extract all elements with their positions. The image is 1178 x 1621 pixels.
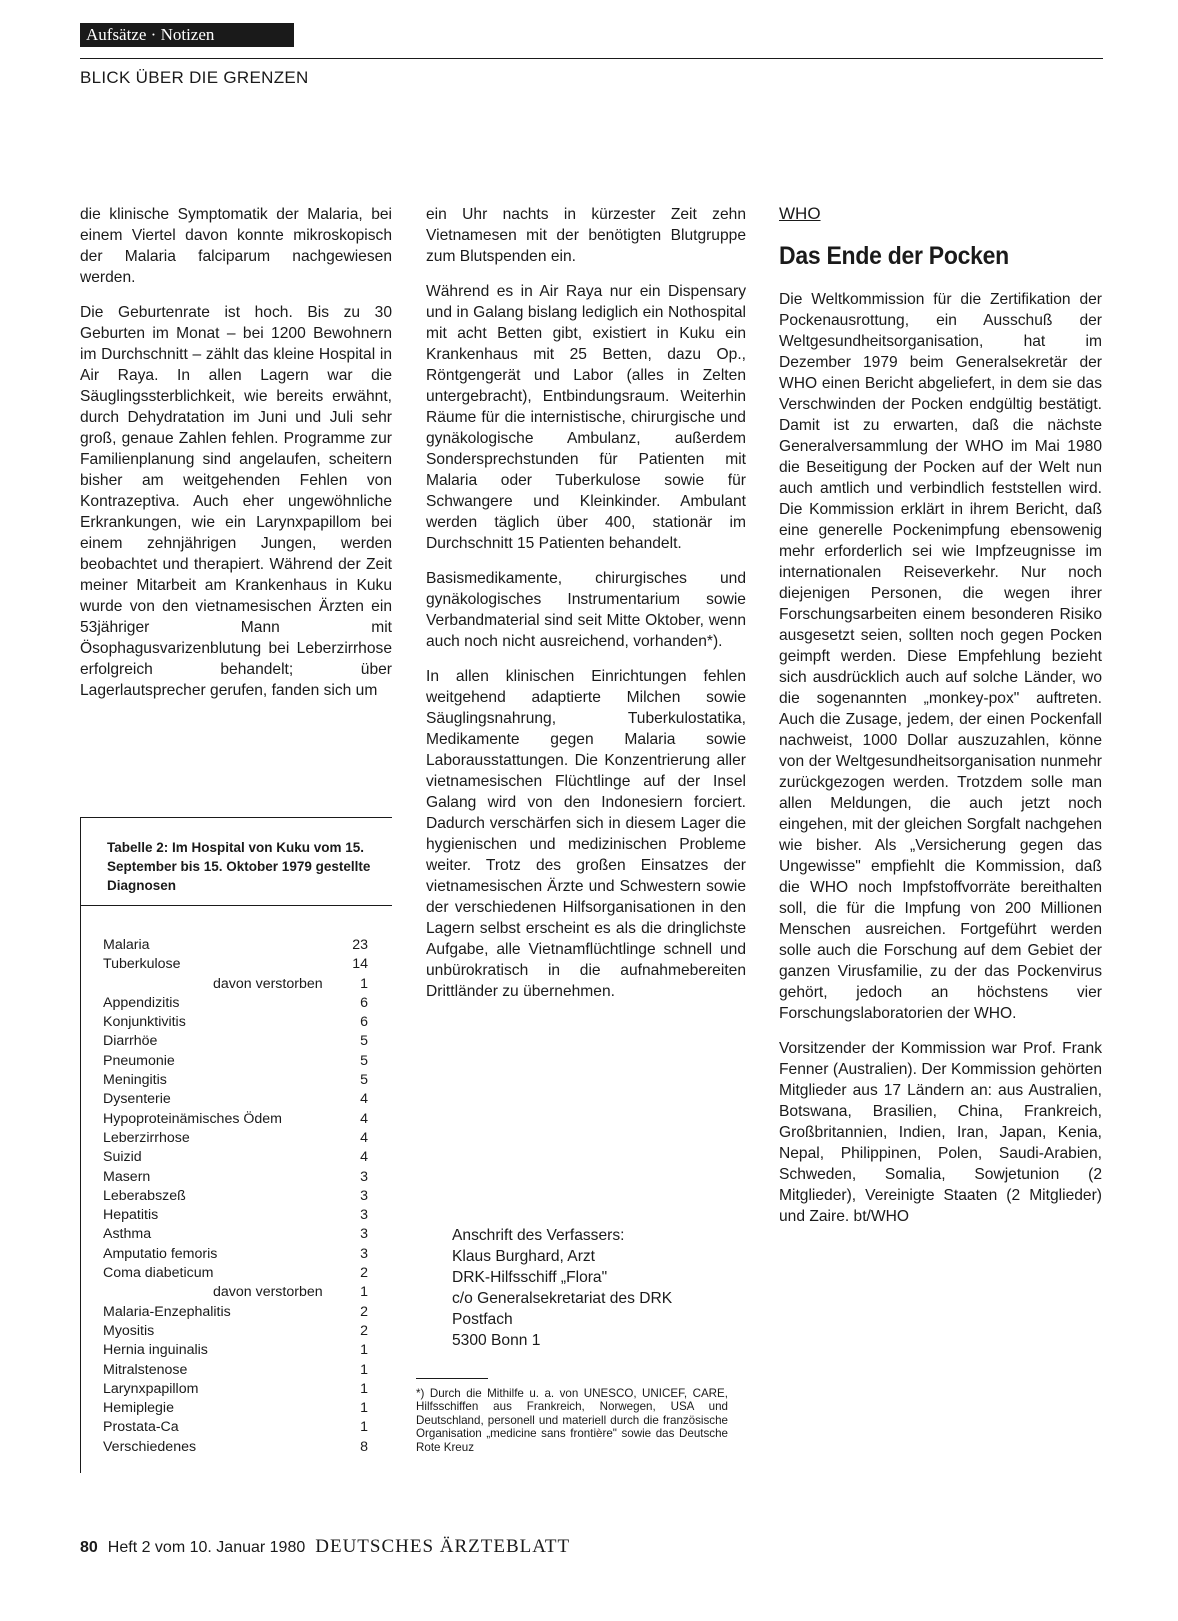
diagnosis-count: 4	[360, 1091, 368, 1108]
table-row	[103, 1245, 368, 1264]
diagnosis-name: Meningitis	[103, 1072, 167, 1089]
diagnosis-count: 1	[360, 1342, 368, 1359]
diagnosis-count: 3	[360, 1187, 368, 1204]
diagnosis-name: Malaria	[103, 937, 150, 953]
diagnosis-name: Pneumonie	[103, 1052, 175, 1069]
header-rule	[80, 58, 1103, 59]
table-row	[103, 1168, 368, 1187]
address-line: 5300 Bonn 1	[452, 1332, 541, 1349]
diagnosis-name: Asthma	[103, 1226, 152, 1243]
diagnosis-name: Malaria-Enzephalitis	[103, 1303, 231, 1320]
table-row	[103, 1264, 368, 1283]
diagnosis-count: 8	[360, 1438, 368, 1455]
diagnosis-name: Amputatio femoris	[103, 1245, 218, 1262]
paragraph: Die Weltkommission für die Zertifikation der Pockenausrottung, ein Ausschuß der Weltgesundheitsorganisation, hat im Dezember 1979 beim Generalsekretär der WHO einen Bericht abgeliefert, in dem sie das Verschwinden der Pocken endgültig bestätigt. Damit ist zu erwarten, daß die nächste Generalversammlung der WHO im Mai 1980 die Beseitigung der Pocken auf der Welt nun auch amtlich und verbindlich feststellen wird. Die Kommission erklärt in ihrem Bericht, daß eine generelle Pockenimpfung ebensowenig mehr erforderlich sei wie Impfzeugnisse im internationalen Reiseverkehr. Nur noch diejenigen Personen, die wegen ihrer Forschungsarbeiten einem besonderen Risiko ausgesetzt seien, sollten noch gegen Pocken geimpft werden. Diese Empfehlung bezieht sich ausdrücklich auch auf solche Länder, wo die sogenannten „monkey-pox" auftreten. Auch die Zusage, jedem, der einen Pockenfall nachweist, 1000 Dollar auszuzahlen, könne von der Weltgesundheitsorganisation nunmehr zurückgezogen werden. Trotzdem solle man allen Meldungen, die auch jetzt noch eingehen, mit der gleichen Sorgfalt nachgehen wie bisher. Als „Versicherung gegen das Ungewisse" empfiehlt die Kommission, daß die WHO noch Impfstoffvorräte bereithalten soll, die für die Impfung von 200 Millionen Menschen ausreichen. Fortgeführt werden solle auch die Forschung auf dem Gebiet der ganzen Virusfamilie, zu der das Pockenvirus gehört, jedoch an höchstens vier Forschungslaboratorien der WHO.	[779, 291, 1102, 1022]
address-line: Klaus Burghard, Arzt	[452, 1248, 596, 1265]
diagnosis-count: 2	[360, 1303, 368, 1320]
diagnosis-count: 2	[360, 1322, 368, 1339]
paragraph: Basismedikamente, chirurgisches und gynäkologisches Instrumentarium sowie Verbandmaterial sind seit Mitte Oktober, wenn auch noch nicht ausreichend, vorhanden*).	[426, 570, 746, 650]
diagnosis-count: 23	[352, 937, 368, 953]
table-row	[103, 1225, 368, 1244]
rubric-heading: BLICK ÜBER DIE GRENZEN	[80, 68, 309, 87]
table-row	[103, 1322, 368, 1341]
table-subrow	[103, 975, 368, 994]
diagnosis-count: 4	[360, 1110, 368, 1127]
diagnosis-count: 1	[360, 975, 368, 992]
table-row	[103, 1206, 368, 1225]
paragraph: die klinische Symptomatik der Malaria, bei einem Viertel davon konnte mikroskopisch der Malaria falciparum nachgewiesen werden.	[80, 206, 392, 286]
table-caption: Tabelle 2: Im Hospital von Kuku vom 15. September bis 15. Oktober 1979 gestellte Diagnosen	[81, 818, 392, 906]
diagnosis-name: Verschiedenes	[103, 1438, 197, 1455]
diagnosis-count: 1	[360, 1284, 368, 1301]
diagnoses-table	[80, 817, 392, 1473]
paragraph: Vorsitzender der Kommission war Prof. Frank Fenner (Australien). Der Kommission gehörten Mitglieder aus 17 Ländern an: aus Australien, Botswana, Brasilien, China, Frankreich, Großbritannien, Indien, Iran, Japan, Kenia, Nepal, Philippinen, Polen, Saudi-Arabien, Schweden, Somalia, Sowjetunion (2 Mitglieder), Vereinigte Staaten (2 Mitglieder) und Zaire. bt/WHO	[779, 1040, 1102, 1225]
address-line: Postfach	[452, 1311, 513, 1328]
paragraph: ein Uhr nachts in kürzester Zeit zehn Vietnamesen mit der benötigten Blutgruppe zum Blutspenden ein.	[426, 206, 746, 265]
diagnosis-count: 14	[352, 956, 368, 973]
diagnosis-name: davon verstorben	[213, 975, 323, 992]
table-row	[103, 1129, 368, 1148]
address-line: DRK-Hilfsschiff „Flora"	[452, 1269, 608, 1286]
footnote-rule	[416, 1378, 488, 1379]
table-row	[103, 994, 368, 1013]
diagnosis-name: Larynxpapillom	[103, 1380, 199, 1397]
diagnosis-name: Suizid	[103, 1149, 142, 1166]
diagnosis-count: 3	[360, 1168, 368, 1185]
diagnosis-name: Hemiplegie	[103, 1400, 174, 1417]
table-row	[103, 1052, 368, 1071]
diagnosis-count: 1	[360, 1400, 368, 1417]
table-row	[103, 1032, 368, 1051]
page-footer	[80, 1536, 570, 1558]
table-row	[103, 1148, 368, 1167]
diagnosis-count: 3	[360, 1245, 368, 1262]
topic-label: WHO	[779, 204, 821, 223]
table-row	[103, 1418, 368, 1437]
diagnosis-name: Appendizitis	[103, 994, 180, 1011]
table-row	[103, 1438, 368, 1457]
table-row	[103, 1090, 368, 1109]
diagnosis-name: Hernia inguinalis	[103, 1342, 208, 1359]
diagnosis-count: 6	[360, 994, 368, 1011]
article-headline: Das Ende der Pocken	[779, 242, 1009, 270]
diagnosis-name: Myositis	[103, 1322, 155, 1339]
diagnosis-name: Konjunktivitis	[103, 1014, 186, 1031]
table-row	[103, 1071, 368, 1090]
diagnosis-name: davon verstorben	[213, 1284, 323, 1301]
diagnosis-name: Leberabszeß	[103, 1187, 186, 1204]
right-column	[779, 203, 1102, 1227]
diagnosis-count: 2	[360, 1265, 368, 1282]
table-row	[103, 1341, 368, 1360]
diagnosis-count: 4	[360, 1129, 368, 1146]
table-row	[103, 1187, 368, 1206]
table-row	[103, 1013, 368, 1032]
diagnosis-name: Hepatitis	[103, 1207, 159, 1224]
diagnosis-name: Leberzirrhose	[103, 1129, 190, 1146]
paragraph: In allen klinischen Einrichtungen fehlen weitgehend adaptierte Milchen sowie Säuglingsnahrung, Tuberkulostatika, Medikamente gegen Malaria sowie Laborausstattungen. Die Konzentrierung aller vietnamesischen Flüchtlinge auf der Insel Galang wird von den Indonesiern forciert. Dadurch verschärfen sich in diesem Lager die hygienischen und medizinischen Probleme weiter. Trotz des großen Einsatzes der vietnamesischen Ärzte und Schwestern sowie der verschiedenen Hilfsorganisationen in den Lagern selbst erscheint es als die dringlichste Aufgabe, alle Vietnamflüchtlinge schnell und unbürokratisch in die aufnahmebereiten Drittländer zu übernehmen.	[426, 668, 746, 1000]
diagnosis-count: 4	[360, 1149, 368, 1166]
diagnosis-name: Hypoproteinämisches Ödem	[103, 1110, 282, 1127]
diagnosis-count: 3	[360, 1207, 368, 1224]
diagnosis-count: 1	[360, 1419, 368, 1436]
diagnosis-count: 1	[360, 1380, 368, 1397]
diagnosis-count: 3	[360, 1226, 368, 1243]
table-row	[103, 1399, 368, 1418]
diagnosis-name: Diarrhöe	[103, 1033, 158, 1050]
table-row	[103, 1110, 368, 1129]
journal-title: DEUTSCHES ÄRZTEBLATT	[315, 1536, 571, 1557]
diagnosis-name: Tuberkulose	[103, 956, 181, 973]
page-number: 80	[80, 1539, 98, 1556]
footnote: *) Durch die Mithilfe u. a. von UNESCO, UNICEF, CARE, Hilfsschiffen aus Frankreich, Norwegen, USA und Deutschland, personell und materiell durch die französische Organisation „medicine sans frontière" sowie das Deutsche Rote Kreuz	[416, 1387, 728, 1454]
diagnosis-name: Prostata-Ca	[103, 1419, 179, 1436]
table-row	[103, 1380, 368, 1399]
diagnosis-name: Mitralstenose	[103, 1361, 188, 1378]
diagnosis-count: 1	[360, 1361, 368, 1378]
diagnosis-name: Coma diabeticum	[103, 1265, 214, 1282]
diagnosis-count: 5	[360, 1052, 368, 1069]
table-row	[103, 955, 368, 974]
diagnosis-name: Masern	[103, 1168, 151, 1185]
left-column	[80, 204, 392, 701]
diagnosis-name: Dysenterie	[103, 1091, 171, 1108]
table-row	[103, 1303, 368, 1322]
author-address	[452, 1225, 672, 1351]
table-subrow	[103, 1283, 368, 1302]
issue-info: Heft 2 vom 10. Januar 1980	[107, 1539, 306, 1556]
diagnosis-count: 5	[360, 1033, 368, 1050]
diagnosis-count: 6	[360, 1014, 368, 1031]
diagnosis-count: 5	[360, 1072, 368, 1089]
paragraph: Während es in Air Raya nur ein Dispensary und in Galang bislang lediglich ein Nothospital mit acht Betten gibt, existiert in Kuku ein Krankenhaus mit 25 Betten, dazu Op., Röntgengerät und Labor (alles in Zelten untergebracht), Entbindungsraum. Weiterhin Räume für die internistische, chirurgische und gynäkologische Ambulanz, außerdem Sondersprechstunden für Patienten mit Malaria oder Tuberkulose sowie für Schwangere und Kleinkinder. Ambulant werden täglich über 400, stationär im Durchschnitt 15 Patienten behandelt.	[426, 283, 746, 552]
table-row	[103, 936, 368, 955]
address-line: c/o Generalsekretariat des DRK	[452, 1290, 673, 1307]
diagnoses-list	[81, 936, 392, 1457]
table-row	[103, 1361, 368, 1380]
section-badge: Aufsätze · Notizen	[80, 23, 294, 47]
address-line: Anschrift des Verfassers:	[452, 1227, 625, 1244]
paragraph: Die Geburtenrate ist hoch. Bis zu 30 Geburten im Monat – bei 1200 Bewohnern im Durchschnitt – zählt das kleine Hospital in Air Raya. In allen Lagern war die Säuglingssterblichkeit, wie bereits erwähnt, durch Dehydratation im Juni und Juli sehr groß, genaue Zahlen fehlen. Programme zur Familienplanung sind angelaufen, scheitern bisher am weitgehenden Fehlen von Kontrazeptiva. Auch eher ungewöhnliche Erkrankungen, wie ein Larynxpapillom bei einem zehnjährigen Jungen, werden beobachtet und therapiert. Während der Zeit meiner Mitarbeit am Krankenhaus in Kuku wurde von den vietnamesischen Ärzten ein 53jähriger Mann mit Ösophagusvarizenblutung bei Leberzirrhose erfolgreich behandelt; über Lagerlautsprecher gerufen, fanden sich um	[80, 304, 392, 699]
middle-column	[426, 204, 746, 1002]
